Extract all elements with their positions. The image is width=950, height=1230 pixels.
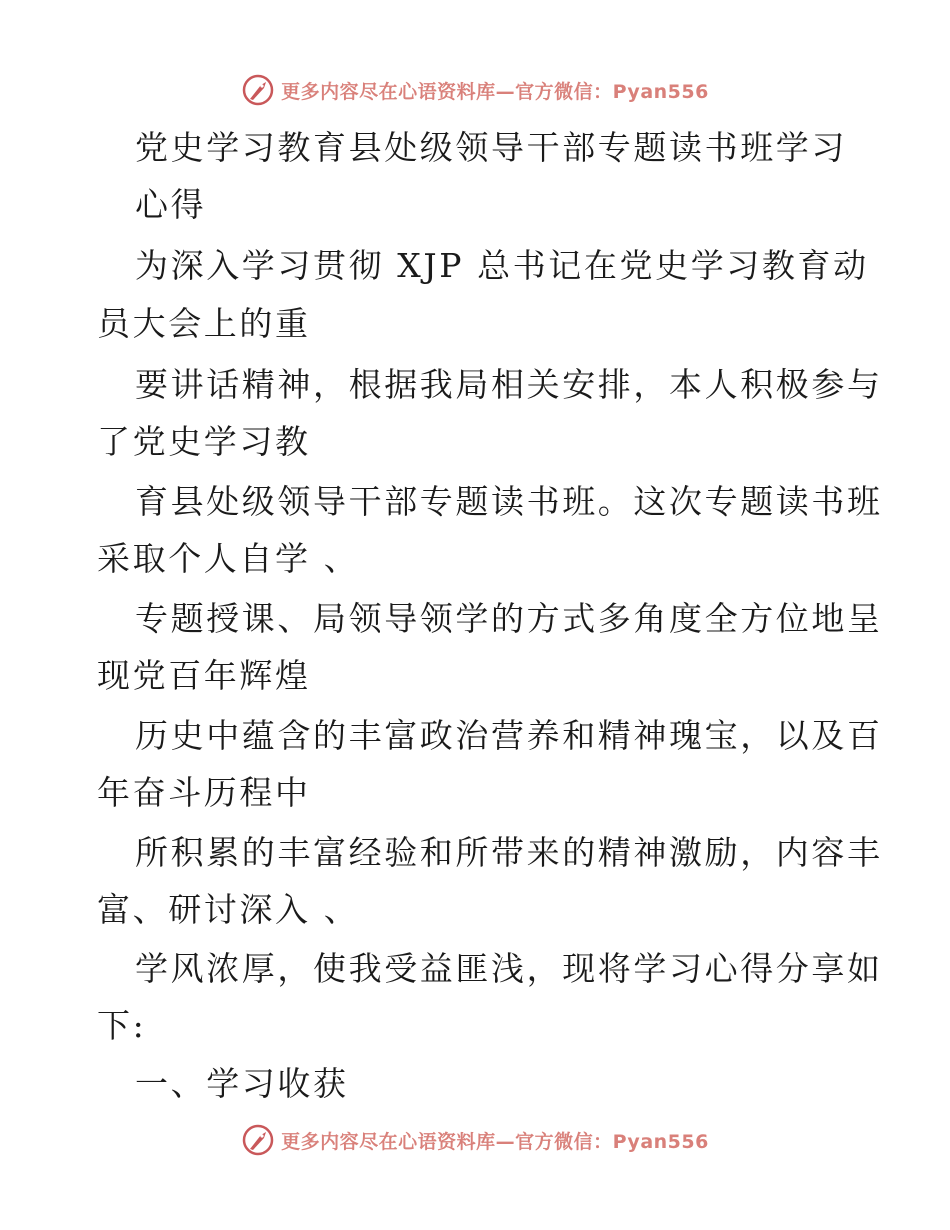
doc-paragraph-line: 为深入学习贯彻 XJP 总书记在党史学习教育动 (135, 246, 869, 285)
doc-title-line-1: 党史学习教育县处级领导干部专题读书班学习 (135, 128, 847, 167)
pen-nib-circle-icon (241, 1123, 275, 1157)
doc-paragraph-line: 员大会上的重 (97, 304, 311, 343)
footer-banner (0, 1120, 950, 1160)
doc-paragraph-line: 下: (97, 1006, 147, 1045)
doc-paragraph-line: 现党百年辉煌 (97, 656, 311, 695)
doc-paragraph-line: 育县处级领导干部专题读书班。这次专题读书班 (135, 482, 883, 521)
doc-paragraph-line: 富、研讨深入 、 (97, 890, 360, 929)
section-heading: 一、学习收获 (135, 1064, 349, 1103)
doc-paragraph-line: 学风浓厚，使我受益匪浅，现将学习心得分享如 (135, 949, 883, 988)
doc-paragraph-line: 专题授课、局领导领学的方式多角度全方位地呈 (135, 599, 883, 638)
doc-paragraph-line: 历史中蕴含的丰富政治营养和精神瑰宝，以及百 (135, 716, 883, 755)
doc-paragraph-line: 采取个人自学 、 (97, 539, 360, 578)
doc-paragraph-line: 了党史学习教 (97, 422, 311, 461)
doc-paragraph-line: 所积累的丰富经验和所带来的精神激励，内容丰 (135, 833, 883, 872)
doc-paragraph-line: 年奋斗历程中 (97, 773, 311, 812)
doc-paragraph-line: 要讲话精神，根据我局相关安排，本人积极参与 (135, 365, 883, 404)
banner-text: 更多内容尽在心语资料库—官方微信：Pyan556 (281, 80, 709, 103)
banner-text: 更多内容尽在心语资料库—官方微信：Pyan556 (281, 1130, 709, 1153)
header-banner (0, 70, 950, 110)
doc-title-line-2: 心得 (135, 185, 207, 224)
pen-nib-circle-icon (241, 73, 275, 107)
